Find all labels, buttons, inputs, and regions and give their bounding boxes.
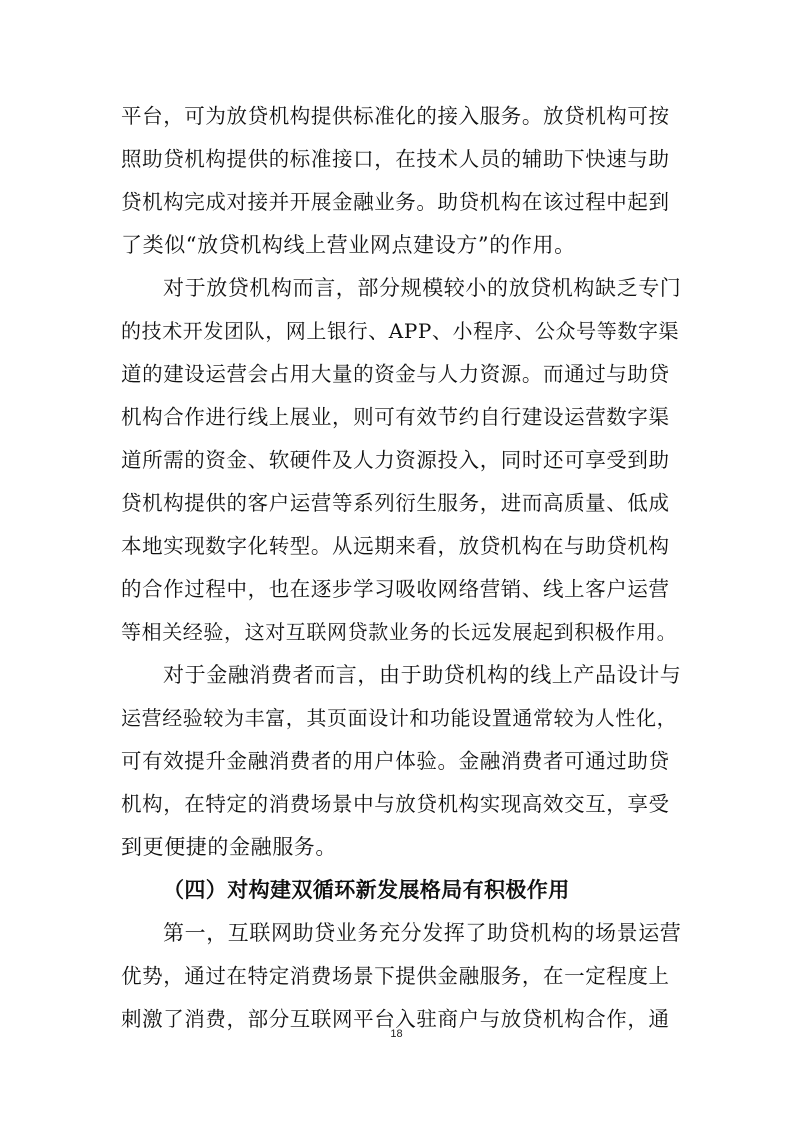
paragraph-line: 机构合作进行线上展业，则可有效节约自行建设运营数字渠 — [121, 405, 670, 429]
section-heading: （四）对构建双循环新发展格局有积极作用 — [163, 878, 570, 902]
paragraph-line: 道所需的资金、软硬件及人力资源投入，同时还可享受到助 — [121, 448, 670, 472]
paragraph-line: 等相关经验，这对互联网贷款业务的长远发展起到积极作用。 — [121, 620, 678, 644]
paragraph-first-line: 对于放贷机构而言，部分规模较小的放贷机构缺乏专门 — [163, 276, 682, 300]
paragraph-line: 刺激了消费，部分互联网平台入驻商户与放贷机构合作，通 — [121, 1007, 670, 1031]
paragraph-line: 运营经验较为丰富，其页面设计和功能设置通常较为人性化， — [121, 706, 678, 730]
paragraph-line: 平台，可为放贷机构提供标准化的接入服务。放贷机构可按 — [121, 104, 670, 128]
paragraph-line: 贷机构完成对接并开展金融业务。助贷机构在该过程中起到 — [121, 190, 670, 214]
paragraph-line: 了类似“放贷机构线上营业网点建设方”的作用。 — [121, 233, 576, 257]
paragraph-line: 机构，在特定的消费场景中与放贷机构实现高效交互，享受 — [121, 792, 670, 816]
paragraph-line: 优势，通过在特定消费场景下提供金融服务，在一定程度上 — [121, 964, 670, 988]
page-number: 18 — [390, 1028, 403, 1040]
paragraph-line: 贷机构提供的客户运营等系列衍生服务，进而高质量、低成 — [121, 491, 670, 515]
paragraph-line: 道的建设运营会占用大量的资金与人力资源。而通过与助贷 — [121, 362, 670, 386]
paragraph-first-line: 第一，互联网助贷业务充分发挥了助贷机构的场景运营 — [163, 921, 682, 945]
paragraph-line: 本地实现数字化转型。从远期来看，放贷机构在与助贷机构 — [121, 534, 670, 558]
paragraph-line: 照助贷机构提供的标准接口，在技术人员的辅助下快速与助 — [121, 147, 670, 171]
paragraph-line: 到更便捷的金融服务。 — [121, 835, 337, 859]
paragraph-first-line: 对于金融消费者而言，由于助贷机构的线上产品设计与 — [163, 663, 682, 687]
paragraph-line: 可有效提升金融消费者的用户体验。金融消费者可通过助贷 — [121, 749, 670, 773]
paragraph-line: 的合作过程中，也在逐步学习吸收网络营销、线上客户运营 — [121, 577, 670, 601]
paragraph-line: 的技术开发团队，网上银行、APP、小程序、公众号等数字渠 — [121, 319, 680, 343]
